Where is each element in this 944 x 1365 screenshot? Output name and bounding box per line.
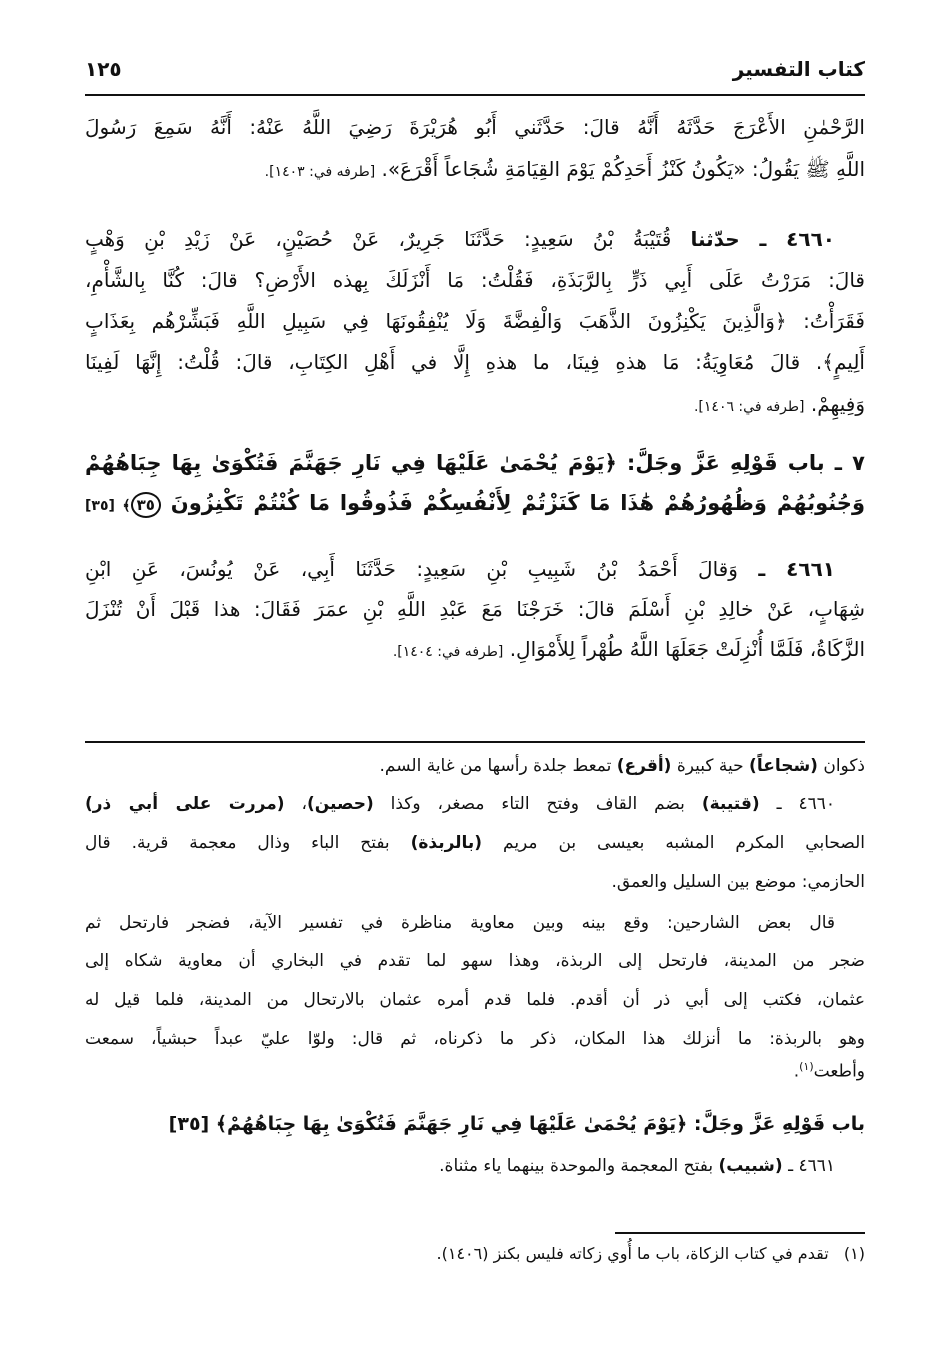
hadith-number: ٤٦٦١ ـ (758, 557, 835, 581)
hadith-4660-line (85, 226, 865, 252)
text-segment: قال بعض الشارحين: وقع بينه وبين معاوية مناظرة في تفسير الآية، فضجر فارتحل ثم (85, 913, 835, 933)
header-rule (85, 94, 865, 96)
hadith-4661-line (85, 556, 865, 582)
text-segment: ضجر من المدينة، فارتحل إلى الربذة، وهذا سهو لما تقدم في البخاري أن معاوية شكاه إلى (85, 951, 865, 971)
text-segment: بفتح الباء وذال معجمة قرية. قال (85, 833, 411, 853)
commentary-line (85, 950, 865, 972)
text-line (85, 636, 865, 662)
line-end: . (793, 1061, 800, 1082)
ayah-reference: ﴾ [٣٥] (85, 498, 131, 514)
footnote-text: تقدم في كتاب الزكاة، باب ما أُوي زكاته فليس بكنز (١٤٠٦). (436, 1244, 829, 1263)
text-line: أَلِيمٍ﴾. قالَ مُعَاوِيَةُ: مَا هذهِ فِينَا، ما هذهِ إِلَّا في أَهْلِ الكِتَابِ، قالَ: قُلْتُ: إِنَّهَا لَفِينَا (85, 350, 865, 374)
chapter-heading: ٧ ـ باب قَوْلِهِ عَزَّ وجَلَّ: ﴿يَوْمَ يُحْمَىٰ عَلَيْهَا فِي نَارِ جَهَنَّمَ فَتُكْوَىٰ بِهَا جِبَاهُهُمْ (85, 451, 865, 475)
commentary-line (85, 871, 865, 893)
text-segment: ٤٦٦١ ـ (782, 1156, 835, 1176)
footnote-marker: (١) (843, 1244, 865, 1263)
cross-reference: [طرفه في: ١٤٠٦]. (693, 399, 805, 415)
text-line: الرَّحْمٰنِ الأَعْرَجَ حَدَّثَهُ أَنَّهُ قالَ: حَدَّثَني أَبُو هُرَيْرَةَ رَضِيَ اللَّهُ عَنْهُ: أَنَّهُ سَمِعَ رَسُولَ (85, 115, 865, 139)
bold-term: (قتيبة) (701, 794, 760, 814)
commentary-line (85, 832, 865, 854)
text-line: قالَ: مَرَرْتُ عَلَى أَبِي ذَرٍّ بِالرَّبَذَةِ، فَقُلْتُ: مَا أَنْزَلَكَ بِهذه الأَرْضِ؟ قالَ: كُنَّا بِالشَّأْمِ، (85, 268, 865, 292)
hadith-number: ٤٦٦٠ ـ حدّثنا (690, 227, 835, 251)
line-text (814, 1062, 865, 1082)
text-segment: بفتح المعجمة والموحدة بينهما ياء مثناة. (439, 1156, 719, 1176)
text-segment: بضم القاف وفتح التاء مصغر، وكذا (373, 794, 702, 814)
line-text: وَقالَ أَحْمَدُ بْنُ شَبِيبِ بْنِ سَعِيدٍ: حَدَّثَنَا أَبِي، عَنْ يُونُسَ، عَنِ ابْنِ (85, 557, 738, 581)
text-segment: ، (284, 794, 307, 814)
chapter-heading-cont (85, 490, 865, 518)
bold-term: (حصين) (306, 794, 374, 814)
text-segment: الحازمي: موضع بين السليل والعمق. (611, 872, 865, 892)
commentary-rule (85, 741, 865, 743)
bold-term: (شبيب) (718, 1156, 783, 1176)
footnote-rule (615, 1232, 865, 1234)
commentary-line (85, 1060, 865, 1083)
cross-reference: [طرفه في: ١٤٠٣]. (264, 164, 376, 180)
footnote-reference: (١) (799, 1060, 814, 1073)
cross-reference: [طرفه في: ١٤٠٤]. (392, 644, 504, 660)
page-number: ١٢٥ (85, 57, 122, 81)
line-text: اللَّهِ ﷺ يَقُولُ: «يَكُونُ كَنْزُ أَحَدِكُمْ يَوْمَ القِيَامَةِ شُجَاعاً أَقْرَعَ». (381, 157, 865, 181)
commentary-line (85, 1155, 865, 1177)
text-line (85, 391, 865, 417)
text-segment: وأطعت (813, 1061, 865, 1082)
text-segment: ذكوان (817, 756, 865, 776)
line-text: وَجُنُوبُهُمْ وَظُهُورُهُمْ هَٰذَا مَا كَنَزْتُمْ لِأَنْفُسِكُمْ فَذُوقُوا مَا كُنْتُمْ تَكْنِزُونَ (170, 491, 865, 515)
text-segment: عثمان، فكتب إلى أبي ذر أن أقدم. فلما قدم أمره عثمان بالارتحال من المدينة، فلما قيل له (85, 990, 865, 1010)
text-segment: ٤٦٦٠ ـ (759, 794, 836, 814)
commentary-line (85, 912, 865, 934)
bold-term: (مررت على أبي ذر) (85, 794, 285, 814)
footnote (85, 1244, 865, 1265)
commentary-line (85, 989, 865, 1011)
book-title: كتاب التفسير (732, 57, 865, 81)
bold-term: (شجاعاً) (749, 756, 818, 776)
commentary-line (85, 1028, 865, 1050)
bold-term: (أقرع) (616, 756, 672, 776)
text-segment: وهو بالربذة: ما أنزلك هذا المكان، ذكر ما ذكرناه، ثم قال: ولوّا عليّ عبداً حبشياً، سمعت (85, 1029, 865, 1049)
text-line: شِهَابٍ، عَنْ خالِدِ بْنِ أَسْلَمَ قالَ: خَرَجْنَا مَعَ عَبْدِ اللَّهِ بْنِ عمَرَ فَقَالَ: هذا قَبْلَ أَنْ تُنْزَلَ (85, 597, 865, 621)
text-line (85, 156, 865, 182)
text-line: فَقَرَأْتُ: ﴿وَالَّذِينَ يَكْنِزُونَ الذَّهَبَ وَالْفِضَّةَ وَلَا يُنْفِقُونَهَا فِي سَبِيلِ اللَّهِ فَبَشِّرْهُم بِعَذَابٍ (85, 309, 865, 333)
text-segment: الصحابي المكرم المشبه بعيسى بن مريم (482, 833, 865, 853)
bold-term: (بالربذة) (410, 833, 483, 853)
line-text: قُتَيْبَةُ بْنُ سَعِيدٍ: حَدَّثَنَا جَرِيرٌ، عَنْ حُصَيْنٍ، عَنْ زَيْدِ بْنِ وَهْبٍ (85, 227, 672, 251)
line-text: الزَّكَاةُ، فَلَمَّا أُنْزِلَتْ جَعَلَهَا اللَّهُ طُهْراً لِلأَمْوَالِ. (509, 637, 865, 661)
commentary-chapter-heading: باب قَوْلِهِ عَزَّ وجَلَّ: ﴿يَوْمَ يُحْمَىٰ عَلَيْهَا فِي نَارِ جَهَنَّمَ فَتُكْوَىٰ بِهَا جِبَاهُهُمْ﴾ [٣٥] (168, 1113, 865, 1135)
running-header (85, 56, 865, 82)
text-segment: تمعط جلدة رأسها من غاية السم. (379, 756, 617, 776)
commentary-line (85, 793, 865, 815)
line-text: وَفِيهِمْ. (810, 392, 865, 416)
commentary-line (85, 755, 865, 777)
text-segment: حية كبيرة (671, 756, 750, 776)
ayah-number-marker: ٣٥ (131, 492, 161, 518)
